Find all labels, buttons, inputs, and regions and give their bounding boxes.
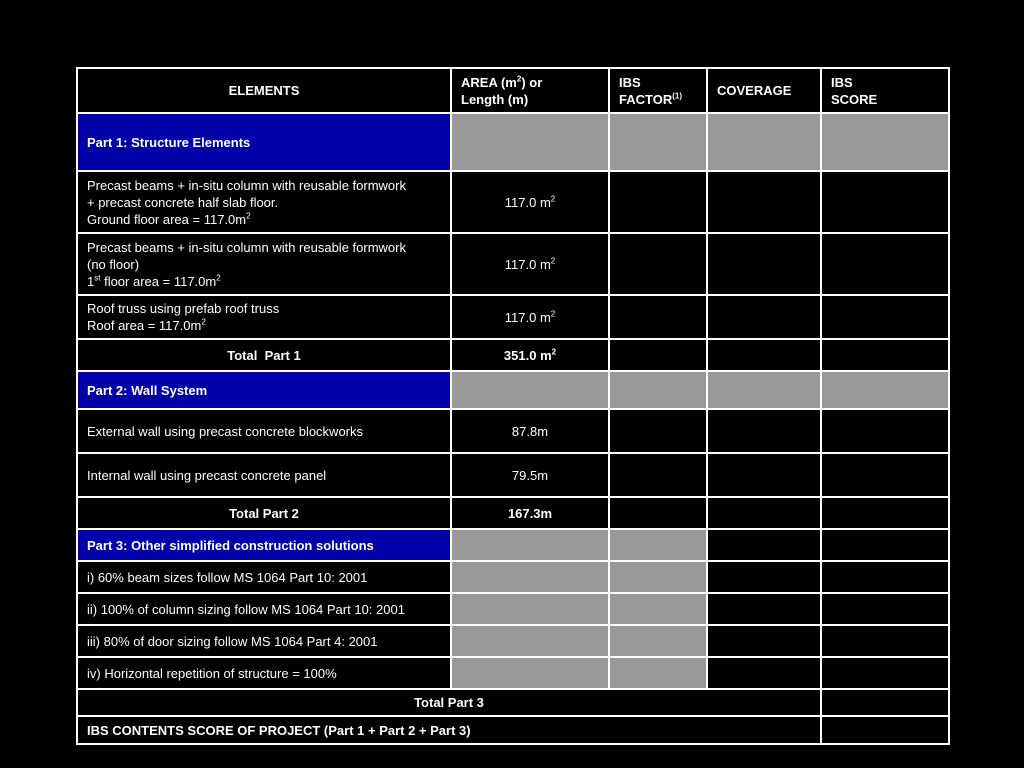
- ibs-score-cell: [821, 233, 949, 295]
- grey-cell: [609, 371, 707, 409]
- table-row: [77, 625, 949, 657]
- ibs-score-cell: [821, 339, 949, 371]
- part1-total-value: 351.0 $m^2$: [451, 339, 609, 371]
- part3-heading-row: [77, 529, 949, 561]
- grey-cell: [609, 561, 707, 593]
- ibs-factor-cell: [609, 497, 707, 529]
- header-ibs-score: IBS SCORE: [821, 68, 949, 113]
- table-row: [77, 171, 949, 233]
- ibs-score-cell: [821, 689, 949, 716]
- part3-heading: Part 3: Other simplified construction solutions: [77, 529, 451, 561]
- grey-cell: [609, 113, 707, 171]
- project-total-row: [77, 716, 949, 744]
- grey-cell: [451, 561, 609, 593]
- coverage-cell: [707, 593, 821, 625]
- element-description: Precast beams + in-situ column with reusable formwork (no floor) 1st floor area = $117.0m^2$: [77, 233, 451, 295]
- part2-total-value: 167.3m: [451, 497, 609, 529]
- element-description: Roof truss using prefab roof truss Roof area = $117.0m^2$: [77, 295, 451, 339]
- part2-total-label: Total Part 2: [77, 497, 451, 529]
- table-row: [77, 561, 949, 593]
- table-row: [77, 409, 949, 453]
- element-description: ii) 100% of column sizing follow MS 1064 Part 10: 2001: [77, 593, 451, 625]
- table-row: [77, 233, 949, 295]
- coverage-cell: [707, 625, 821, 657]
- element-description: Internal wall using precast concrete panel: [77, 453, 451, 497]
- part1-heading: Part 1: Structure Elements: [77, 113, 451, 171]
- ibs-factor-cell: [609, 295, 707, 339]
- ibs-score-cell: [821, 625, 949, 657]
- coverage-cell: [707, 453, 821, 497]
- ibs-factor-cell: [609, 339, 707, 371]
- header-ibs-factor: IBS FACTOR$^{(1)}$: [609, 68, 707, 113]
- grey-cell: [451, 113, 609, 171]
- grey-cell: [707, 113, 821, 171]
- grey-cell: [451, 657, 609, 689]
- part3-total-row: [77, 689, 949, 716]
- grey-cell: [451, 529, 609, 561]
- area-value: 117.0 $m^2$: [451, 171, 609, 233]
- ibs-factor-cell: [609, 453, 707, 497]
- element-description: iii) 80% of door sizing follow MS 1064 Part 4: 2001: [77, 625, 451, 657]
- ibs-score-cell: [821, 561, 949, 593]
- area-value: 117.0 $m^2$: [451, 233, 609, 295]
- part1-total-label: Total Part 1: [77, 339, 451, 371]
- header-coverage: COVERAGE: [707, 68, 821, 113]
- table-row: [77, 453, 949, 497]
- ibs-score-cell: [821, 497, 949, 529]
- element-description: i) 60% beam sizes follow MS 1064 Part 10: 2001: [77, 561, 451, 593]
- table-row: [77, 295, 949, 339]
- area-value: 79.5m: [451, 453, 609, 497]
- coverage-cell: [707, 561, 821, 593]
- part1-heading-row: [77, 113, 949, 171]
- element-description: External wall using precast concrete blockworks: [77, 409, 451, 453]
- grey-cell: [451, 593, 609, 625]
- table-row: [77, 593, 949, 625]
- ibs-score-cell: [821, 171, 949, 233]
- header-area: AREA $(m^2)$ or Length (m): [451, 68, 609, 113]
- coverage-cell: [707, 339, 821, 371]
- grey-cell: [821, 113, 949, 171]
- ibs-factor-cell: [609, 409, 707, 453]
- grey-cell: [609, 625, 707, 657]
- ibs-score-cell: [821, 453, 949, 497]
- ibs-factor-cell: [609, 233, 707, 295]
- grey-cell: [451, 625, 609, 657]
- coverage-cell: [707, 171, 821, 233]
- ibs-score-cell: [821, 716, 949, 744]
- coverage-cell: [707, 295, 821, 339]
- ibs-score-table: [76, 67, 950, 745]
- grey-cell: [609, 657, 707, 689]
- area-value: 117.0 $m^2$: [451, 295, 609, 339]
- ibs-score-cell: [821, 409, 949, 453]
- coverage-cell: [707, 529, 821, 561]
- project-total-label: IBS CONTENTS SCORE OF PROJECT (Part 1 + Part 2 + Part 3): [77, 716, 821, 744]
- element-description: Precast beams + in-situ column with reusable formwork + precast concrete half slab floor. Ground floor area = $117.0m^2$: [77, 171, 451, 233]
- ibs-score-cell: [821, 593, 949, 625]
- ibs-score-cell: [821, 657, 949, 689]
- part2-total-row: [77, 497, 949, 529]
- part3-total-label: Total Part 3: [77, 689, 821, 716]
- grey-cell: [821, 371, 949, 409]
- part2-heading-row: [77, 371, 949, 409]
- grey-cell: [609, 593, 707, 625]
- grey-cell: [609, 529, 707, 561]
- element-description: iv) Horizontal repetition of structure = 100%: [77, 657, 451, 689]
- ibs-score-cell: [821, 295, 949, 339]
- header-row: [77, 68, 949, 113]
- table-row: [77, 657, 949, 689]
- area-value: 87.8m: [451, 409, 609, 453]
- grey-cell: [707, 371, 821, 409]
- part2-heading: Part 2: Wall System: [77, 371, 451, 409]
- header-elements: ELEMENTS: [77, 68, 451, 113]
- grey-cell: [451, 371, 609, 409]
- coverage-cell: [707, 233, 821, 295]
- coverage-cell: [707, 657, 821, 689]
- ibs-score-cell: [821, 529, 949, 561]
- coverage-cell: [707, 409, 821, 453]
- coverage-cell: [707, 497, 821, 529]
- part1-total-row: [77, 339, 949, 371]
- ibs-factor-cell: [609, 171, 707, 233]
